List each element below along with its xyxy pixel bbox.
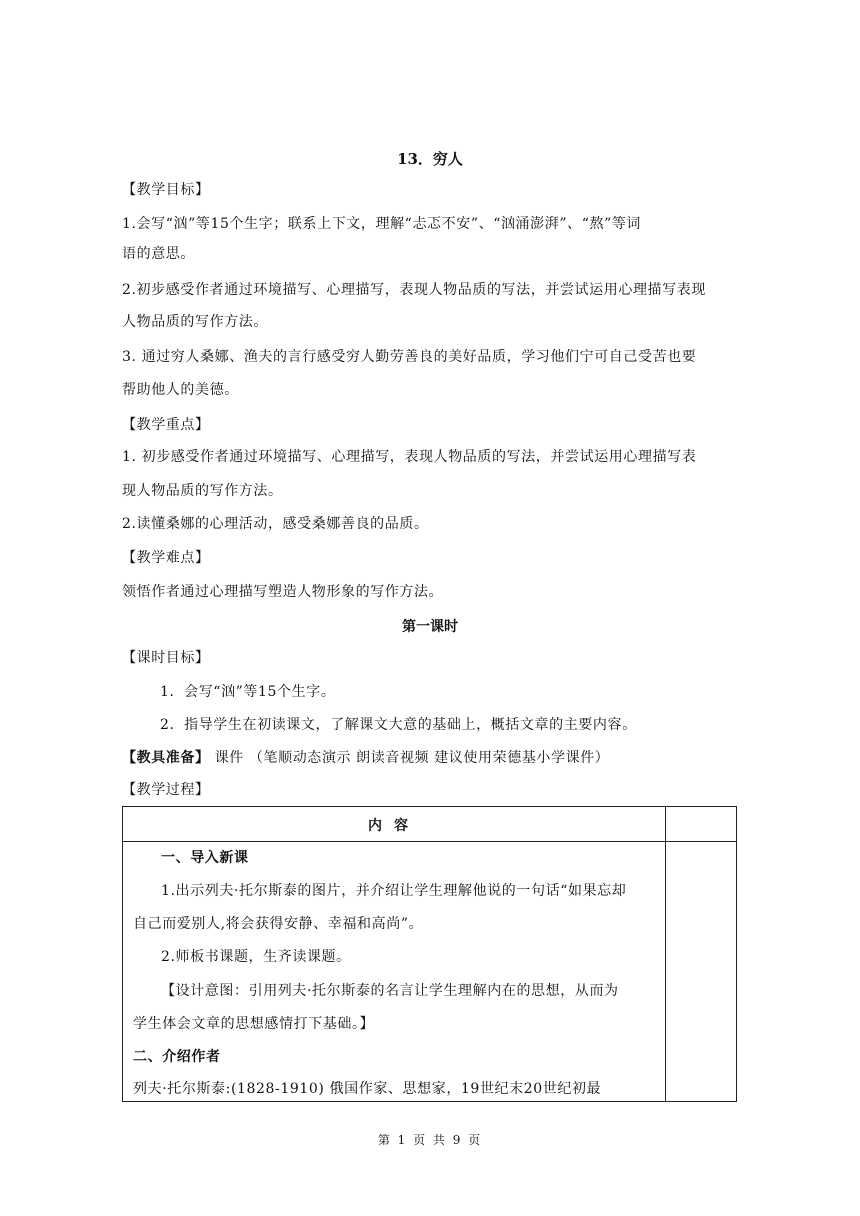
table-column-divider [665,807,666,1101]
objective-line: 3. 通过穷人桑娜、渔夫的言行感受穷人勤劳善良的美好品质，学习他们宁可自己受苦也要 [122,349,697,365]
lesson-goal-line: 2．指导学生在初读课文，了解课文大意的基础上，概括文章的主要内容。 [160,717,637,733]
lesson-goal-line: 1．会写“汹”等15个生字。 [160,684,336,700]
table-line: 列夫·托尔斯泰:(1828-1910) 俄国作家、思想家，19世纪末20世纪初最 [133,1081,602,1097]
table-divider [123,841,736,842]
table-line: 一、导入新课 [161,850,249,866]
objective-line: 1.会写“汹”等15个生字；联系上下文，理解“忐忑不安”、“汹涌澎湃”、“熬”等词 [122,216,642,232]
page-title: 13．穷人 [397,150,463,168]
table-line: 学生体会文章的思想感情打下基础。】 [133,1016,375,1032]
objective-line: 帮助他人的美德。 [122,382,239,398]
lesson-title: 第一课时 [402,619,458,635]
prep-line [122,748,609,768]
lesson-goals-heading: 【课时目标】 [122,650,210,666]
keypoint-line: 2.读懂桑娜的心理活动，感受桑娜善良的品质。 [122,516,429,532]
page-footer: 第 1 页 共 9 页 [377,1133,483,1147]
keypoint-line: 现人物品质的写作方法。 [122,483,283,499]
objectives-heading: 【教学目标】 [122,182,210,198]
table-line: 【设计意图：引用列夫·托尔斯泰的名言让学生理解内在的思想，从而为 [161,983,619,999]
objective-line: 人物品质的写作方法。 [122,314,268,330]
difficulty-heading: 【教学难点】 [122,550,210,566]
prep-text: 课件 （笔顺动态演示 朗读音视频 建议使用荣德基小学课件） [209,750,610,766]
keypoint-line: 1. 初步感受作者通过环境描写、心理描写，表现人物品质的写法，并尝试运用心理描写表 [122,449,697,465]
table-header-content: 内容 [368,818,420,834]
process-table [122,806,737,1102]
table-line: 1.出示列夫·托尔斯泰的图片，并介绍让学生理解他说的一句话“如果忘却 [161,883,627,899]
keypoints-heading: 【教学重点】 [122,417,210,433]
prep-heading: 【教具准备】 [122,750,210,766]
difficulty-text: 领悟作者通过心理描写塑造人物形象的写作方法。 [122,584,444,600]
objective-line: 2.初步感受作者通过环境描写、心理描写，表现人物品质的写法，并尝试运用心理描写表现 [122,282,706,298]
table-line: 二、介绍作者 [133,1049,221,1065]
process-heading: 【教学过程】 [122,782,210,798]
objective-line: 语的意思。 [122,246,195,262]
table-line: 自己而爱别人,将会获得安静、幸福和高尚”。 [133,916,424,932]
table-line: 2.师板书课题，生齐读课题。 [161,949,351,965]
